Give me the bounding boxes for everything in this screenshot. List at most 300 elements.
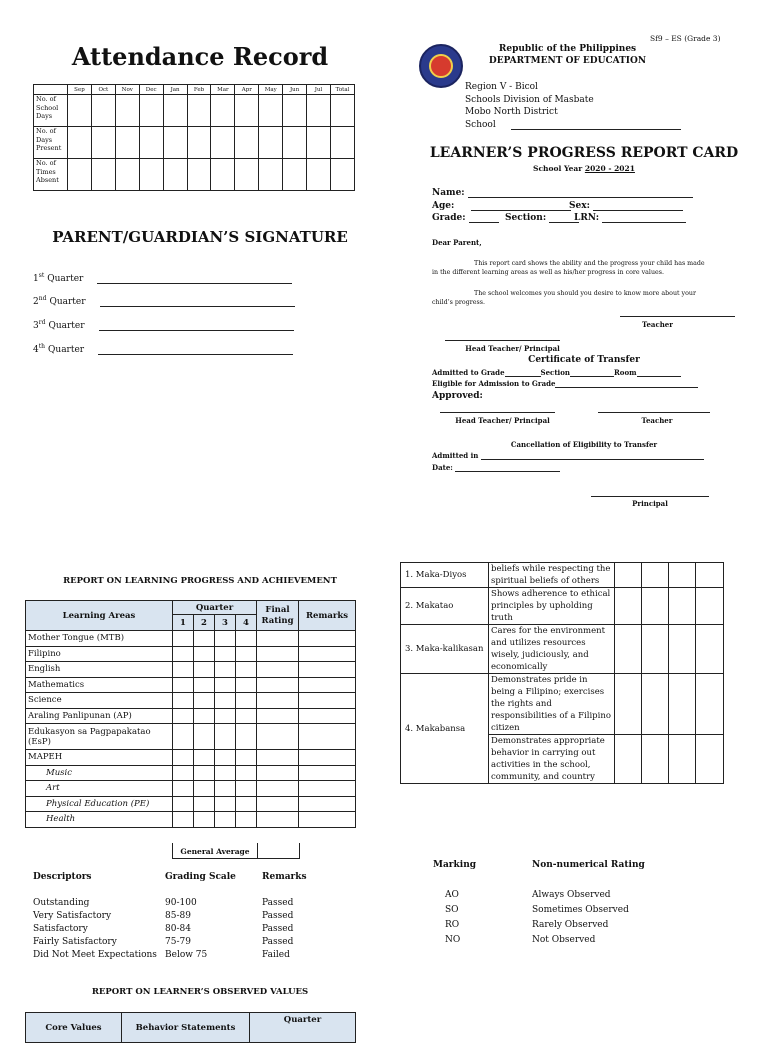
- descriptor-cell: Did Not Meet Expectations: [33, 950, 157, 960]
- rating-cell: [642, 625, 669, 674]
- grade-cell: [299, 662, 356, 678]
- descriptor-cell: Fairly Satisfactory: [33, 937, 117, 947]
- core-value-name: 1. Maka-Diyos: [401, 563, 489, 588]
- attendance-cell: [259, 95, 283, 127]
- attendance-row-label: No. of Days Present: [34, 127, 68, 159]
- col-final-rating: Final Rating: [257, 601, 299, 631]
- grade-cell: [173, 750, 194, 766]
- teacher-signature-line: [620, 316, 735, 317]
- grade-cell: [173, 646, 194, 662]
- subject-name: Science: [26, 693, 173, 709]
- quarter-number-header: 1: [173, 615, 194, 631]
- attendance-cell: [330, 127, 354, 159]
- deped-seal-icon: [419, 44, 463, 88]
- signature-line: [99, 322, 294, 331]
- subject-row: [26, 693, 356, 709]
- subject-name: English: [26, 662, 173, 678]
- quarter-signature-line: [33, 319, 294, 331]
- transfer-section-line: [570, 368, 614, 377]
- approved-label: Approved:: [432, 391, 483, 401]
- marking-code: RO: [445, 920, 460, 930]
- grade-cell: [257, 750, 299, 766]
- card-title: LEARNER’S PROGRESS REPORT CARD: [429, 145, 739, 161]
- subject-name: Mother Tongue (MTB): [26, 631, 173, 647]
- rating-cell: [669, 588, 696, 625]
- marking-description: Not Observed: [532, 935, 596, 945]
- col-behavior-statements: Behavior Statements: [122, 1013, 250, 1043]
- quarter-suffix: th: [38, 343, 46, 350]
- attendance-cell: [139, 127, 163, 159]
- grade-cell: [173, 662, 194, 678]
- general-average-label: General Average: [172, 843, 257, 859]
- quarter-number: 2: [33, 297, 39, 307]
- attendance-cell: [330, 159, 354, 191]
- lrn-line: [602, 214, 686, 223]
- attendance-cell: [307, 95, 331, 127]
- division-label: Schools Division of Masbate: [465, 95, 594, 105]
- transfer-teacher-label: Teacher: [641, 416, 673, 425]
- signature-line: [98, 346, 293, 355]
- month-header: Nov: [115, 85, 139, 95]
- school-field: [465, 120, 681, 130]
- subject-row: [26, 724, 356, 750]
- sex-line: [593, 202, 683, 211]
- subject-name: Health: [26, 812, 173, 828]
- subject-name: Mathematics: [26, 677, 173, 693]
- descriptor-cell: Passed: [262, 937, 294, 947]
- attendance-cell: [307, 127, 331, 159]
- grade-cell: [173, 677, 194, 693]
- col-learning-areas: Learning Areas: [26, 601, 173, 631]
- grade-cell: [299, 677, 356, 693]
- grade-cell: [299, 781, 356, 797]
- grade-cell: [236, 750, 257, 766]
- grade-cell: [194, 796, 215, 812]
- republic-label: Republic of the Philippines: [498, 44, 637, 54]
- subject-row: [26, 812, 356, 828]
- descriptor-cell: Below 75: [165, 950, 208, 960]
- name-label: Name:: [432, 188, 465, 198]
- behavior-statement: Shows adherence to ethical principles by upholding truth: [489, 588, 615, 625]
- grade-cell: [236, 693, 257, 709]
- grade-cell: [173, 724, 194, 750]
- descriptor-cell: 75-79: [165, 937, 191, 947]
- grade-cell: [257, 708, 299, 724]
- descriptor-header: Remarks: [262, 872, 307, 882]
- attendance-cell: [139, 159, 163, 191]
- subject-name: Music: [26, 765, 173, 781]
- rating-cell: [669, 674, 696, 735]
- rating-cell: [696, 735, 724, 784]
- marking-code: AO: [445, 890, 459, 900]
- grade-cell: [194, 646, 215, 662]
- col-quarter: Quarter: [173, 601, 257, 615]
- attendance-cell: [211, 159, 235, 191]
- grade-cell: [257, 693, 299, 709]
- behavior-statement: Demonstrates pride in being a Filipino; exercises the rights and responsibilities of a Filipino citizen: [489, 674, 615, 735]
- observed-values-title: REPORT ON LEARNER’S OBSERVED VALUES: [91, 987, 309, 997]
- quarter-number-header: 2: [194, 615, 215, 631]
- marking-code: SO: [445, 905, 459, 915]
- subject-name: Edukasyon sa Pagpapakatao (EsP): [26, 724, 173, 750]
- attendance-cell: [283, 127, 307, 159]
- rating-cell: [615, 563, 642, 588]
- transfer-head-teacher-line: [440, 412, 555, 413]
- month-header: Jan: [163, 85, 187, 95]
- transfer-teacher-line: [598, 412, 710, 413]
- month-header: Oct: [91, 85, 115, 95]
- attendance-cell: [235, 159, 259, 191]
- rating-cell: [615, 674, 642, 735]
- room-label: Room: [613, 368, 637, 377]
- head-teacher-signature-line: [445, 340, 560, 341]
- attendance-cell: [187, 95, 211, 127]
- transfer-head-teacher-label: Head Teacher/ Principal: [455, 416, 550, 425]
- admitted-in-line: [481, 451, 704, 460]
- grade-line: [469, 214, 499, 223]
- attendance-row: [34, 95, 355, 127]
- rating-cell: [642, 563, 669, 588]
- core-value-row: [401, 625, 724, 674]
- subject-row: [26, 677, 356, 693]
- attendance-cell: [68, 127, 92, 159]
- grade-cell: [215, 646, 236, 662]
- quarter-suffix: rd: [38, 319, 46, 326]
- date-label: Date:: [432, 463, 453, 472]
- core-value-name: 2. Makatao: [401, 588, 489, 625]
- descriptor-header: Grading Scale: [165, 872, 236, 882]
- grade-cell: [194, 781, 215, 797]
- month-header: Total: [330, 85, 354, 95]
- rating-cell: [615, 735, 642, 784]
- grade-cell: [194, 765, 215, 781]
- school-label: School: [465, 120, 496, 130]
- section-field: [505, 213, 579, 223]
- quarter-signature-line: [33, 295, 295, 307]
- rating-cell: [696, 563, 724, 588]
- rating-cell: [696, 625, 724, 674]
- attendance-header-row: [34, 85, 355, 95]
- descriptor-cell: Very Satisfactory: [33, 911, 112, 921]
- grade-cell: [236, 677, 257, 693]
- grade-cell: [236, 781, 257, 797]
- descriptor-cell: 85-89: [165, 911, 191, 921]
- attendance-cell: [68, 95, 92, 127]
- grade-cell: [257, 724, 299, 750]
- attendance-cell: [91, 159, 115, 191]
- school-year-label: School Year: [533, 164, 583, 173]
- grade-cell: [257, 796, 299, 812]
- col-core-values: Core Values: [26, 1013, 122, 1043]
- grade-cell: [257, 812, 299, 828]
- principal-signature-line: [591, 496, 709, 497]
- grade-cell: [257, 765, 299, 781]
- descriptor-cell: Passed: [262, 911, 294, 921]
- grade-cell: [236, 724, 257, 750]
- grade-cell: [299, 646, 356, 662]
- grade-cell: [215, 796, 236, 812]
- core-value-name: 3. Maka-kalikasan: [401, 625, 489, 674]
- grade-cell: [215, 677, 236, 693]
- quarter-number: 1: [33, 274, 39, 284]
- attendance-cell: [91, 95, 115, 127]
- department-label: DEPARTMENT OF EDUCATION: [488, 56, 647, 66]
- grade-cell: [173, 765, 194, 781]
- transfer-section-label: Section: [540, 368, 570, 377]
- rating-cell: [642, 735, 669, 784]
- month-header: Dec: [139, 85, 163, 95]
- transfer-title: Certificate of Transfer: [528, 355, 640, 365]
- marking-description: Always Observed: [532, 890, 611, 900]
- subject-row: [26, 631, 356, 647]
- grade-field: [432, 213, 499, 223]
- letter-paragraph-2: The school welcomes you should you desire to know more about your child’s progress.: [432, 290, 696, 306]
- form-code: Sf9 – ES (Grade 3): [650, 34, 721, 43]
- subject-row: [26, 750, 356, 766]
- descriptor-cell: 80-84: [165, 924, 191, 934]
- core-value-row: [401, 674, 724, 735]
- behavior-statement: beliefs while respecting the spiritual beliefs of others: [489, 563, 615, 588]
- behavior-statement: Demonstrates appropriate behavior in carrying out activities in the school, community, and country: [489, 735, 615, 784]
- learning-header-row: [26, 601, 356, 615]
- grade-cell: [194, 724, 215, 750]
- attendance-corner-cell: [34, 85, 68, 95]
- descriptor-cell: 90-100: [165, 898, 197, 908]
- grade-cell: [194, 750, 215, 766]
- learning-areas-table: [25, 600, 356, 828]
- attendance-row-label: No. of Times Absent: [34, 159, 68, 191]
- grade-label: Grade:: [432, 213, 466, 223]
- attendance-cell: [68, 159, 92, 191]
- month-header: Sep: [68, 85, 92, 95]
- marking-description: Sometimes Observed: [532, 905, 629, 915]
- attendance-cell: [283, 159, 307, 191]
- quarter-suffix: nd: [38, 295, 47, 302]
- attendance-cell: [115, 159, 139, 191]
- sex-field: [569, 201, 683, 211]
- attendance-title: Attendance Record: [71, 42, 329, 71]
- attendance-cell: [115, 95, 139, 127]
- grade-cell: [299, 724, 356, 750]
- grade-cell: [215, 662, 236, 678]
- core-value-row: [401, 563, 724, 588]
- attendance-row: [34, 159, 355, 191]
- school-year-value: 2020 - 2021: [584, 164, 635, 173]
- attendance-cell: [307, 159, 331, 191]
- salutation: Dear Parent,: [432, 238, 482, 247]
- observed-header-row: [26, 1013, 356, 1043]
- rating-cell: [696, 674, 724, 735]
- grade-cell: [215, 631, 236, 647]
- quarter-label: Quarter: [48, 321, 85, 331]
- attendance-cell: [283, 95, 307, 127]
- grade-cell: [215, 693, 236, 709]
- grade-cell: [236, 765, 257, 781]
- quarter-label: Quarter: [49, 297, 86, 307]
- subject-name: Physical Education (PE): [26, 796, 173, 812]
- sex-label: Sex:: [569, 201, 590, 211]
- subject-row: [26, 781, 356, 797]
- admitted-to-grade: [432, 368, 681, 377]
- grade-cell: [299, 796, 356, 812]
- attendance-cell: [330, 95, 354, 127]
- admitted-grade-line: [505, 368, 541, 377]
- month-header: Feb: [187, 85, 211, 95]
- rating-cell: [669, 735, 696, 784]
- name-field: [432, 188, 693, 198]
- grade-cell: [236, 708, 257, 724]
- attendance-cell: [259, 127, 283, 159]
- teacher-label: Teacher: [642, 320, 673, 329]
- behavior-statement: Cares for the environment and utilizes resources wisely, judiciously, and economically: [489, 625, 615, 674]
- principal-label: Principal: [632, 499, 668, 508]
- descriptor-header: Descriptors: [33, 872, 92, 882]
- rating-cell: [615, 625, 642, 674]
- quarter-signature-line: [33, 272, 292, 284]
- grade-cell: [257, 646, 299, 662]
- eligible-line: [555, 379, 698, 388]
- general-average-row: [172, 843, 300, 859]
- grade-cell: [236, 812, 257, 828]
- attendance-cell: [115, 127, 139, 159]
- subject-row: [26, 662, 356, 678]
- grade-cell: [215, 750, 236, 766]
- head-teacher-label: Head Teacher/ Principal: [465, 344, 560, 353]
- grade-cell: [299, 631, 356, 647]
- attendance-row: [34, 127, 355, 159]
- rating-cell: [642, 674, 669, 735]
- subject-row: [26, 708, 356, 724]
- month-header: Jul: [307, 85, 331, 95]
- marking-header: Marking: [433, 860, 477, 870]
- marking-code: NO: [445, 935, 461, 945]
- quarter-number: 4: [33, 345, 39, 355]
- section-label: Section:: [505, 213, 547, 223]
- subject-name: Araling Panlipunan (AP): [26, 708, 173, 724]
- school-year: [400, 164, 768, 173]
- month-header: May: [259, 85, 283, 95]
- signature-title: PARENT/GUARDIAN’S SIGNATURE: [52, 228, 348, 246]
- signature-line: [97, 275, 292, 284]
- attendance-cell: [187, 127, 211, 159]
- quarter-suffix: st: [38, 272, 45, 279]
- grade-cell: [215, 724, 236, 750]
- grade-cell: [236, 646, 257, 662]
- grade-cell: [194, 693, 215, 709]
- descriptor-cell: Satisfactory: [33, 924, 88, 934]
- rating-cell: [615, 588, 642, 625]
- lrn-field: [574, 213, 686, 223]
- quarter-number-header: 3: [215, 615, 236, 631]
- month-header: Apr: [235, 85, 259, 95]
- grade-cell: [299, 812, 356, 828]
- admitted-in-field: [432, 451, 704, 460]
- eligible-admission: [432, 379, 698, 388]
- grade-cell: [173, 796, 194, 812]
- core-values-table: [400, 562, 724, 784]
- core-value-row: [401, 588, 724, 625]
- grade-cell: [257, 631, 299, 647]
- district-label: Mobo North District: [465, 107, 558, 117]
- grade-cell: [194, 812, 215, 828]
- rating-cell: [642, 588, 669, 625]
- attendance-cell: [235, 95, 259, 127]
- grade-cell: [236, 796, 257, 812]
- subject-row: [26, 646, 356, 662]
- date-line: [455, 463, 560, 472]
- attendance-table: [33, 84, 355, 191]
- attendance-cell: [139, 95, 163, 127]
- attendance-cell: [91, 127, 115, 159]
- attendance-cell: [211, 127, 235, 159]
- admitted-to-grade-label: Admitted to Grade: [432, 368, 505, 377]
- subject-name: Art: [26, 781, 173, 797]
- attendance-cell: [259, 159, 283, 191]
- date-field: [432, 463, 560, 472]
- col-observed-quarter: Quarter: [250, 1013, 356, 1043]
- grade-cell: [173, 631, 194, 647]
- grade-cell: [236, 662, 257, 678]
- age-label: Age:: [432, 201, 455, 211]
- grade-cell: [173, 708, 194, 724]
- attendance-cell: [211, 95, 235, 127]
- grade-cell: [194, 631, 215, 647]
- learning-progress-title: REPORT ON LEARNING PROGRESS AND ACHIEVEMENT: [63, 576, 337, 586]
- lrn-label: LRN:: [574, 213, 600, 223]
- quarter-signature-line: [33, 343, 293, 355]
- month-header: Mar: [211, 85, 235, 95]
- attendance-cell: [187, 159, 211, 191]
- descriptor-cell: Outstanding: [33, 898, 90, 908]
- grade-cell: [215, 708, 236, 724]
- grade-cell: [194, 677, 215, 693]
- signature-line: [100, 298, 295, 307]
- grade-cell: [236, 631, 257, 647]
- school-line: [511, 121, 681, 130]
- age-line: [471, 202, 571, 211]
- cancellation-title: Cancellation of Eligibility to Transfer: [510, 440, 658, 449]
- rating-cell: [669, 625, 696, 674]
- grade-cell: [299, 750, 356, 766]
- grade-cell: [173, 781, 194, 797]
- quarter-label: Quarter: [48, 345, 85, 355]
- marking-description: Rarely Observed: [532, 920, 609, 930]
- attendance-row-label: No. of School Days: [34, 95, 68, 127]
- eligible-label: Eligible for Admission to Grade: [432, 379, 556, 388]
- grade-cell: [215, 765, 236, 781]
- descriptor-cell: Passed: [262, 898, 294, 908]
- core-value-name: 4. Makabansa: [401, 674, 489, 784]
- grade-cell: [299, 765, 356, 781]
- grade-cell: [194, 662, 215, 678]
- attendance-cell: [235, 127, 259, 159]
- quarter-number-header: 4: [236, 615, 257, 631]
- grade-cell: [257, 781, 299, 797]
- grade-cell: [299, 693, 356, 709]
- age-field: [432, 201, 571, 211]
- observed-values-table: [25, 1012, 356, 1043]
- grade-cell: [173, 812, 194, 828]
- descriptor-cell: Passed: [262, 924, 294, 934]
- name-line: [468, 189, 693, 198]
- attendance-cell: [163, 95, 187, 127]
- rating-header: Non-numerical Rating: [532, 860, 645, 870]
- quarter-label: Quarter: [47, 274, 84, 284]
- grade-cell: [215, 812, 236, 828]
- col-remarks: Remarks: [299, 601, 356, 631]
- grade-cell: [215, 781, 236, 797]
- quarter-number: 3: [33, 321, 39, 331]
